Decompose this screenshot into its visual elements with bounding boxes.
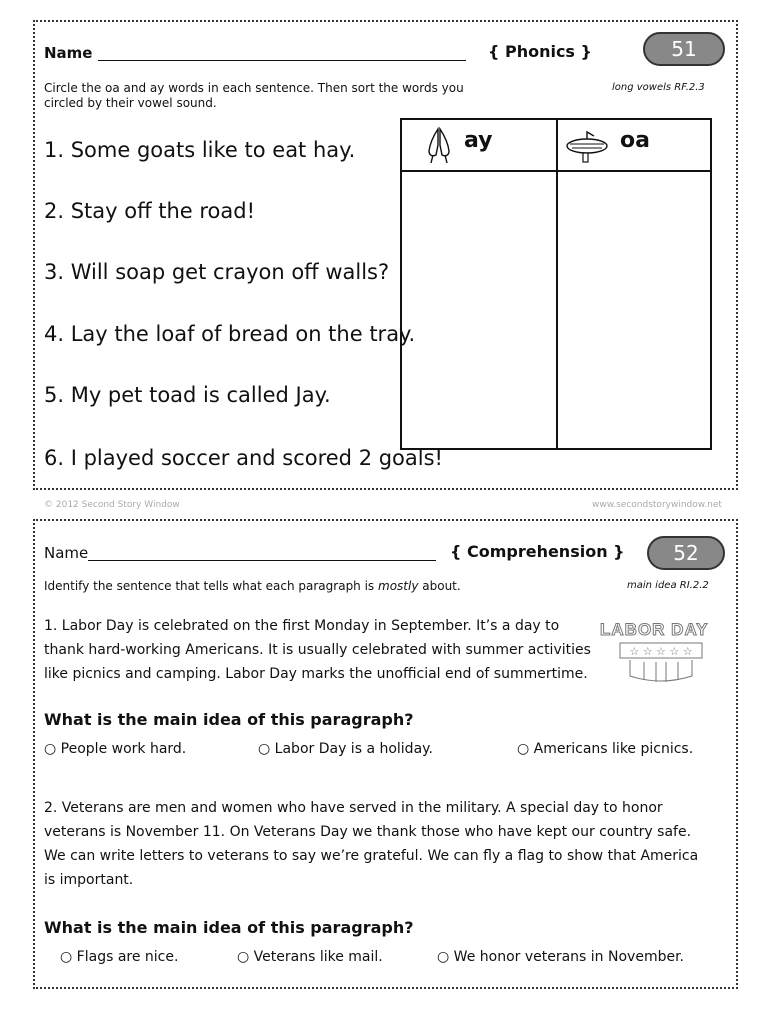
praying-hands-icon bbox=[424, 125, 454, 165]
option-label: Veterans like mail. bbox=[253, 949, 383, 965]
sentence: 3. Will soap get crayon off walls? bbox=[44, 260, 390, 284]
paragraph-1 bbox=[44, 614, 591, 686]
instructions-text: Identify the sentence that tells what each paragraph is bbox=[44, 579, 379, 593]
paragraph-2 bbox=[44, 796, 698, 892]
option-label: Americans like picnics. bbox=[533, 741, 694, 757]
sentence: 4. Lay the loaf of bread on the tray. bbox=[44, 322, 416, 346]
sentence: 1. Some goats like to eat hay. bbox=[44, 138, 356, 162]
paragraph-line: veterans is November 11. On Veterans Day we thank those who have kept our country safe. bbox=[44, 824, 692, 840]
question-2: What is the main idea of this paragraph? bbox=[44, 918, 414, 937]
q2-option-3[interactable]: ○ We honor veterans in November. bbox=[437, 949, 685, 965]
page-number-badge bbox=[647, 536, 725, 570]
website-url: www.secondstorywindow.net bbox=[592, 500, 722, 510]
q1-option-3[interactable]: ○ Americans like picnics. bbox=[517, 741, 694, 757]
paragraph-line: 1. Labor Day is celebrated on the first Monday in September. It’s a day to bbox=[44, 618, 560, 634]
instructions bbox=[44, 81, 464, 111]
copyright: © 2012 Second Story Window bbox=[44, 500, 180, 510]
option-label: Labor Day is a holiday. bbox=[274, 741, 433, 757]
instructions-line: circled by their vowel sound. bbox=[44, 96, 217, 110]
option-label: People work hard. bbox=[60, 741, 187, 757]
labor-day-logo-text: LABOR DAY bbox=[600, 620, 709, 639]
instructions bbox=[44, 579, 461, 594]
option-label: We honor veterans in November. bbox=[453, 949, 685, 965]
paragraph-line: 2. Veterans are men and women who have served in the military. A special day to honor bbox=[44, 800, 663, 816]
ay-answer-area[interactable] bbox=[404, 174, 554, 448]
svg-text:☆ ☆ ☆ ☆ ☆: ☆ ☆ ☆ ☆ ☆ bbox=[629, 645, 693, 658]
column-header-ay: ay bbox=[464, 128, 493, 153]
instructions-emphasis: mostly bbox=[378, 579, 419, 593]
page-number-badge bbox=[643, 32, 725, 66]
sentence: 6. I played soccer and scored 2 goals! bbox=[44, 446, 443, 470]
paragraph-line: like picnics and camping. Labor Day marks the unofficial end of summertime. bbox=[44, 666, 588, 682]
q2-option-2[interactable]: ○ Veterans like mail. bbox=[237, 949, 383, 965]
header-divider bbox=[402, 170, 710, 172]
page-number: 51 bbox=[671, 37, 697, 61]
name-label: Name bbox=[44, 544, 89, 562]
section-label: { Comprehension } bbox=[450, 542, 625, 561]
sort-table bbox=[400, 118, 712, 450]
sentence: 2. Stay off the road! bbox=[44, 199, 256, 223]
q2-option-1[interactable]: ○ Flags are nice. bbox=[60, 949, 179, 965]
standard-tag: main idea RI.2.2 bbox=[627, 580, 709, 591]
paragraph-line: is important. bbox=[44, 872, 134, 888]
sentence: 5. My pet toad is called Jay. bbox=[44, 383, 331, 407]
labor-day-logo bbox=[600, 620, 720, 684]
instructions-line: Circle the oa and ay words in each sentence. Then sort the words you bbox=[44, 81, 464, 95]
section-label: { Phonics } bbox=[488, 42, 592, 61]
q1-option-1[interactable]: ○ People work hard. bbox=[44, 741, 187, 757]
name-field[interactable] bbox=[98, 60, 466, 61]
name-label: Name bbox=[44, 44, 93, 62]
standard-tag: long vowels RF.2.3 bbox=[612, 82, 705, 93]
paragraph-line: We can write letters to veterans to say we’re grateful. We can fly a flag to show that America bbox=[44, 848, 699, 864]
oa-answer-area[interactable] bbox=[560, 174, 710, 448]
name-field[interactable] bbox=[88, 560, 436, 561]
boat-icon bbox=[564, 130, 610, 164]
flag-shield-icon bbox=[600, 640, 720, 684]
column-header-oa: oa bbox=[620, 128, 650, 153]
option-label: Flags are nice. bbox=[76, 949, 179, 965]
paragraph-line: thank hard-working Americans. It is usually celebrated with summer activities bbox=[44, 642, 591, 658]
instructions-text: about. bbox=[418, 579, 461, 593]
q1-option-2[interactable]: ○ Labor Day is a holiday. bbox=[258, 741, 433, 757]
question-1: What is the main idea of this paragraph? bbox=[44, 710, 414, 729]
page-number: 52 bbox=[673, 541, 699, 565]
